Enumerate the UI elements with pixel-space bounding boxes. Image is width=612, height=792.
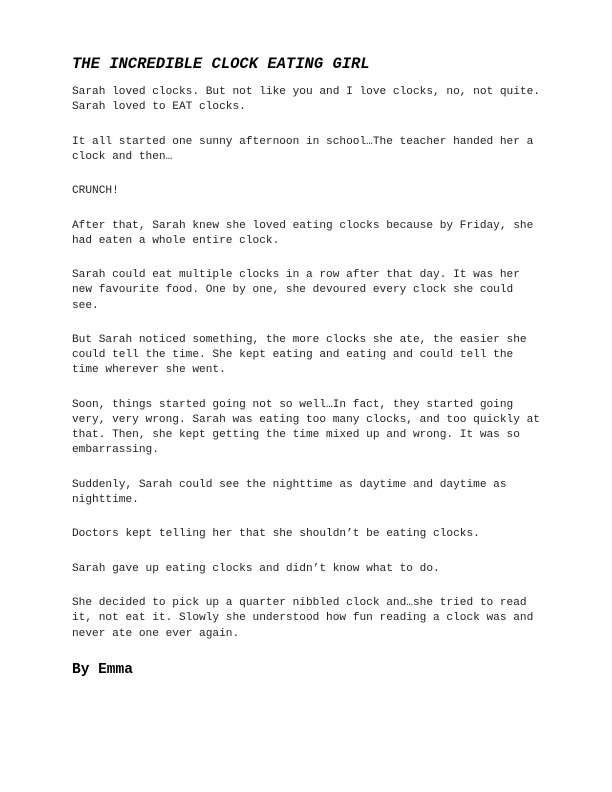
story-paragraph-8: Suddenly, Sarah could see the nighttime as daytime and daytime as nighttime. bbox=[72, 478, 507, 506]
story-paragraph-11: She decided to pick up a quarter nibbled clock and…she tried to read it, not eat it. Slowly she understood how fun reading a clock was and never ate one ever again. bbox=[72, 597, 534, 640]
story-paragraph-9: Doctors kept telling her that she shouldn’t be eating clocks. bbox=[72, 528, 480, 541]
story-paragraph-6: But Sarah noticed something, the more clocks she ate, the easier she could tell the time. She kept eating and eating and could tell the time wherever she went. bbox=[72, 333, 527, 377]
story-paragraph-10: Sarah gave up eating clocks and didn’t know what to do. bbox=[72, 562, 440, 575]
story-paragraph-7: Soon, things started going not so well…In fact, they started going very, very wrong. Sarah was eating too many clocks, and too quickly at that. Then, she kept getting the time mixed up and wrong. It was so embarrassing. bbox=[72, 398, 540, 457]
story-title: THE INCREDIBLE CLOCK EATING GIRL bbox=[72, 55, 370, 73]
story-paragraph-5: Sarah could eat multiple clocks in a row after that day. It was her new favourite food. One by one, she devoured every clock she could see. bbox=[72, 269, 520, 312]
story-paragraph-2: It all started one sunny afternoon in school…The teacher handed her a clock and then… bbox=[72, 135, 534, 163]
story-paragraph-4: After that, Sarah knew she loved eating clocks because by Friday, she had eaten a whole entire clock. bbox=[72, 219, 534, 247]
story-paragraph-3: CRUNCH! bbox=[72, 185, 119, 198]
story-page bbox=[72, 54, 542, 679]
story-paragraph-1: Sarah loved clocks. But not like you and I love clocks, no, not quite. Sarah loved to EAT clocks. bbox=[72, 86, 540, 114]
author-byline: By Emma bbox=[72, 661, 133, 678]
